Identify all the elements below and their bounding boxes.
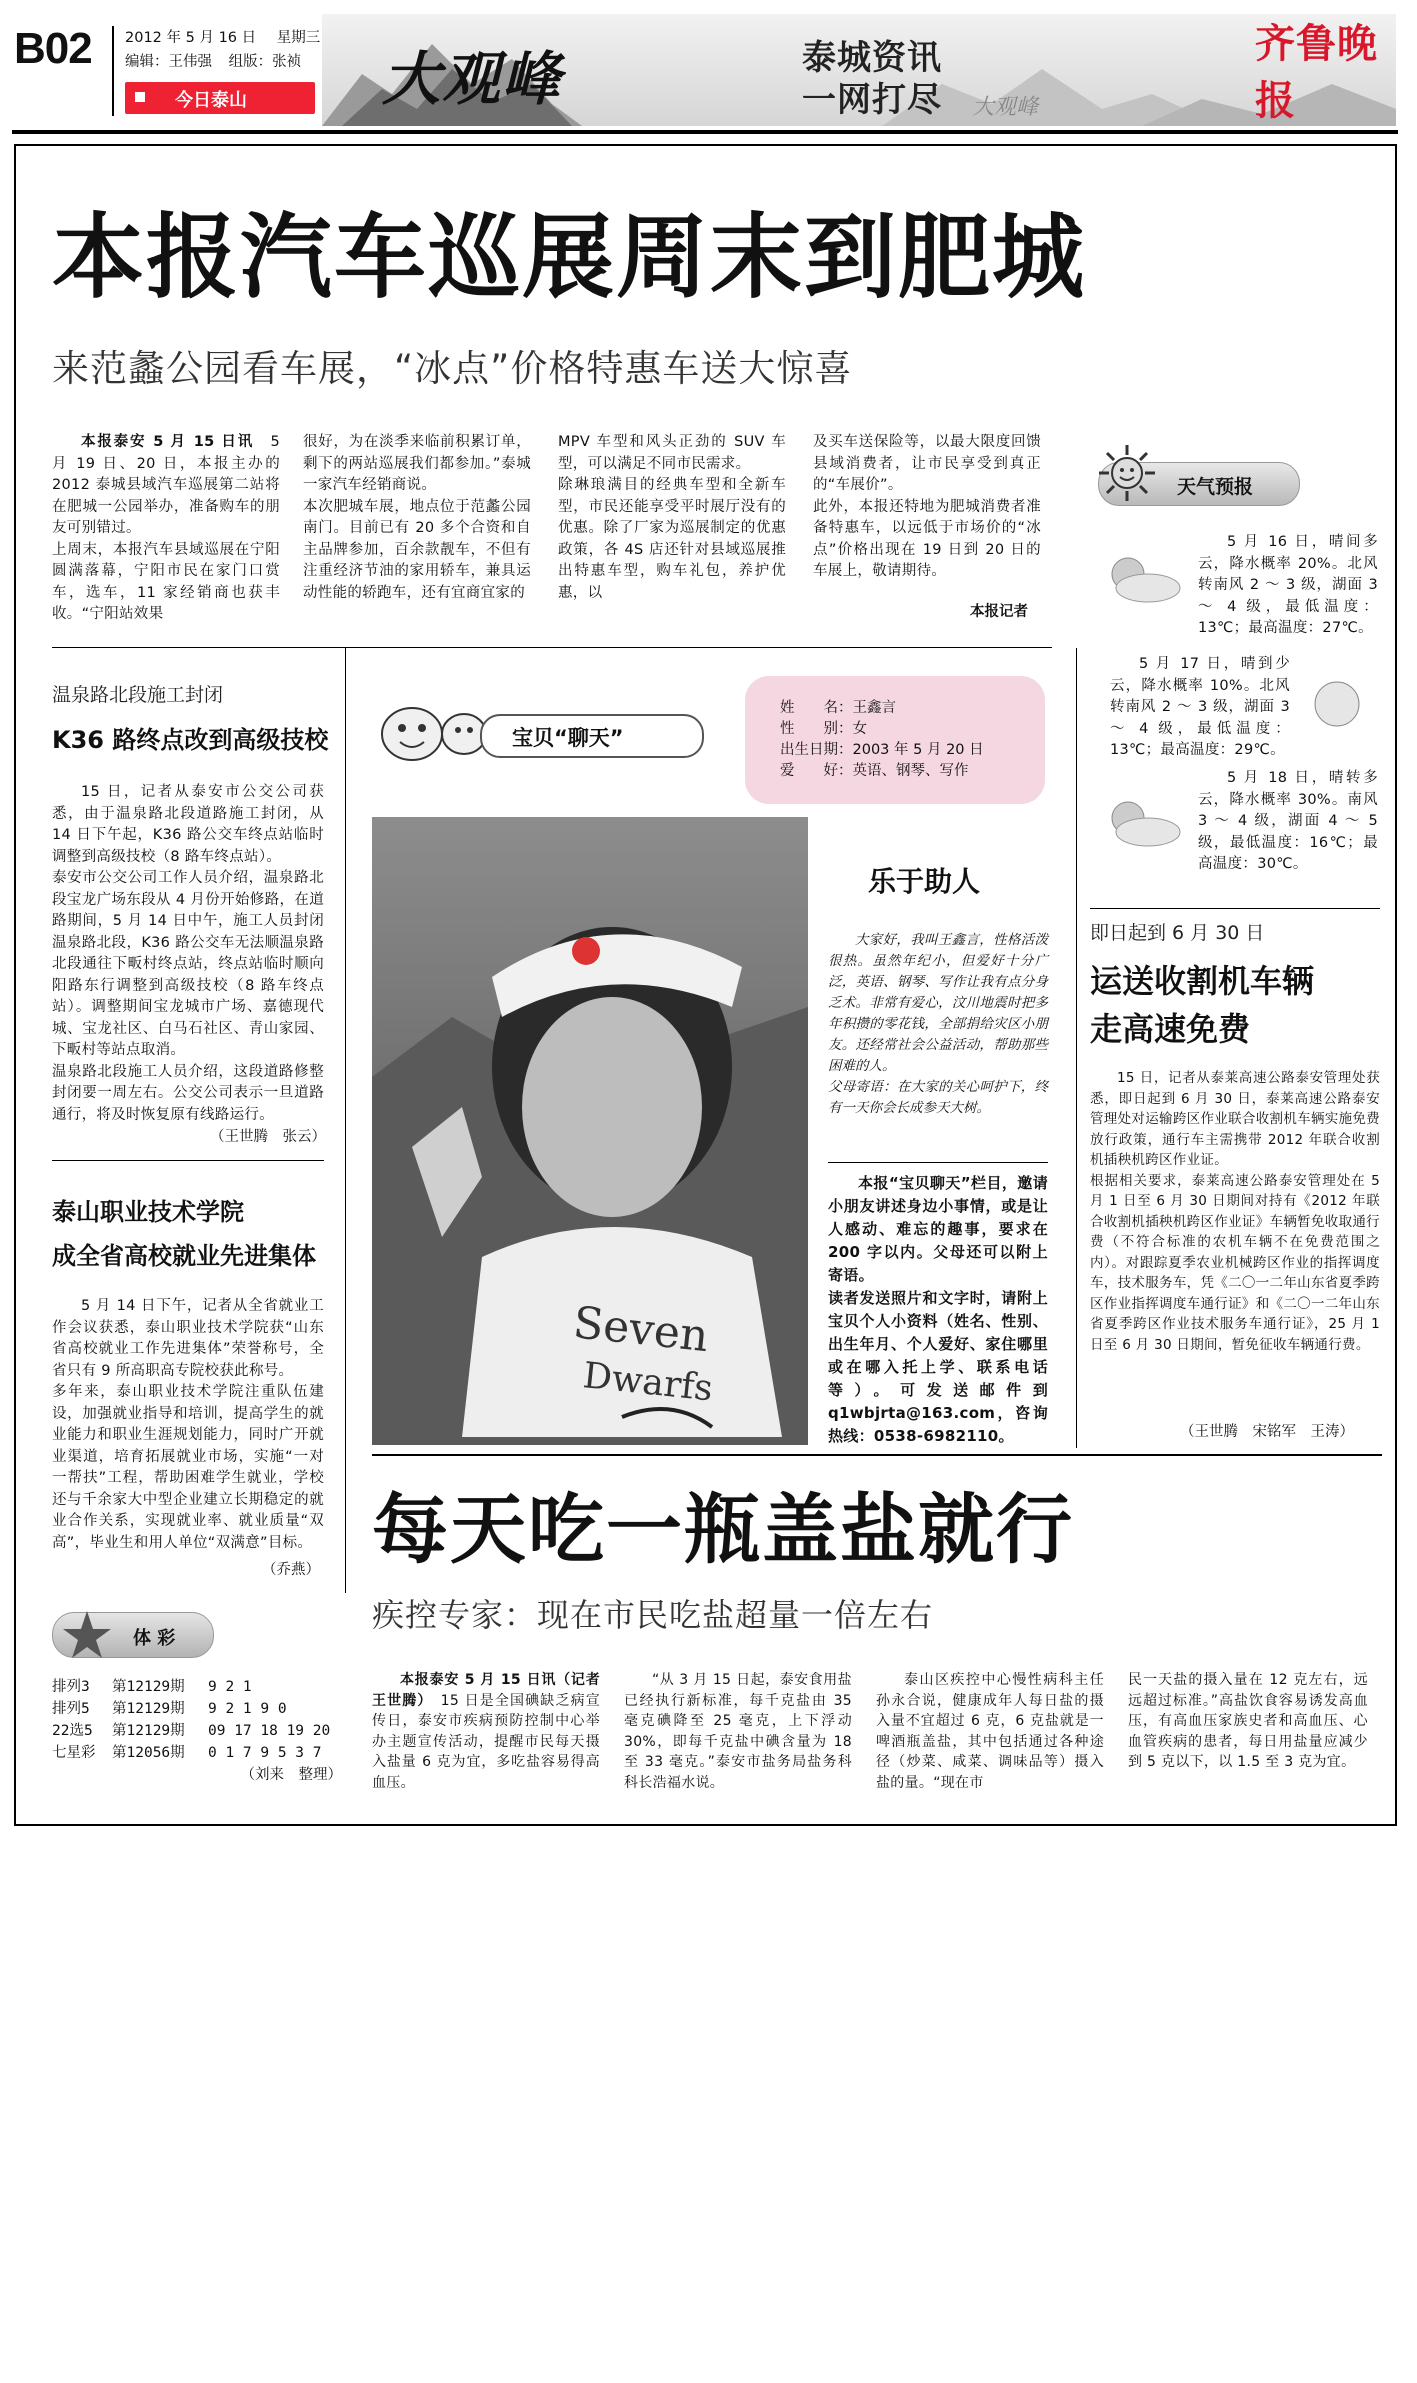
baby-chat-logo-text: 宝贝“聊天” bbox=[512, 726, 624, 750]
masthead bbox=[0, 0, 1417, 132]
weather-day-3: 5 月 18 日，晴转多云，降水概率 30%。南风 3 ～ 4 级，湖面 4 ～ 5 级，最低温度：16℃；最高温度：30℃。 bbox=[1198, 770, 1378, 872]
svg-text:Dwarfs: Dwarfs bbox=[581, 1355, 715, 1410]
weather-day-2: 5 月 17 日，晴到少云，降水概率 10%。北风转南风 2 ～ 3 级，湖面 3 ～ 4 级，最低温度：13℃；最高温度：29℃。 bbox=[1110, 656, 1290, 758]
lottery-row bbox=[52, 1698, 342, 1720]
editor: 编辑：王伟强 bbox=[125, 54, 212, 70]
lottery-period: 第12129期 bbox=[112, 1723, 185, 1739]
weather-day-1: 5 月 16 日，晴间多云，降水概率 20%。北风转南风 2 ～ 3 级，湖面 3 ～ 4 级，最低温度：13℃；最高温度：27℃。 bbox=[1198, 534, 1378, 636]
road-body: 15 日，记者从泰安市公交公司获悉，由于温泉路北段道路施工封闭，从 14 日下午起，K36 路公交车终点站临时调整到高级技校（8 路车终点站）。 泰安市公交公司工作人员介绍，温泉路北段宝龙广场东段从 4 月份开始修路，在道路期间，5 月 14 日中午，施工人员封闭温泉路北段，K36 路公交车无法顺温泉路北段通往下畈村终点站，终点站临时顺向阳路东行调整到高级技校（8 路车终点站）。调整期间宝龙城市广场、嘉德现代城、宝龙社区、白马石社区、青山家园、下畈村等站点取消。 温泉路北段施工人员介绍，这段道路修整封闭要一周左右。公交公司表示一旦道路通行，将及时恢复原有线路运行。 bbox=[52, 784, 324, 1123]
banner-slogan-1: 泰城资讯 bbox=[802, 38, 942, 78]
main-subhead: 来范蠡公园看车展，“冰点”价格特惠车送大惊喜 bbox=[52, 347, 853, 390]
baby-chat-notice: 本报“宝贝聊天”栏目，邀请小朋友讲述身边小事情，或是让人感动、难忘的趣事，要求在 200 字以内。父母还可以附上寄语。 读者发送照片和文字时，请附上宝贝个人小资料（姓名、性别、出生年月、个人爱好、家住哪里或在哪入托上学、联系电话等）。可发送邮件到 q1wbjrta@163.com，咨询热线：0538-6982110。 bbox=[828, 1174, 1048, 1445]
lottery-star-icon bbox=[59, 1607, 115, 1663]
editor-line bbox=[125, 50, 301, 71]
lottery-game: 排列3 bbox=[52, 1679, 90, 1695]
college-body: 5 月 14 日下午，记者从全省就业工作会议获悉，泰山职业技术学院获“山东省高校就业工作先进集体”荣誉称号，全省只有 9 所高职高专院校获此称号。 多年来，泰山职业技术学院注重队伍建设，加强就业指导和培训，提高学生的就业能力和职业生涯规划能力，同时广开就业渠道，培育拓展就业市场，实施“一对一帮扶”工程，帮助困难学生就业，学校还与千余家大中型企业建立长期稳定的就业合作关系，实现就业率、就业质量“双高”，毕业生和用人单位“双满意”目标。 bbox=[52, 1298, 324, 1551]
svg-text:Seven: Seven bbox=[570, 1297, 711, 1363]
page-number: B02 bbox=[14, 24, 92, 73]
main-headline: 本报汽车巡展周末到肥城 bbox=[52, 204, 1087, 311]
lottery-game: 22选5 bbox=[52, 1723, 93, 1739]
main-col-1 bbox=[52, 432, 280, 626]
lottery-title: 体 彩 bbox=[133, 1628, 176, 1649]
sunny-icon bbox=[1294, 676, 1380, 732]
section-tab-marker bbox=[135, 92, 145, 102]
college-headline-2: 成全省高校就业先进集体 bbox=[52, 1242, 316, 1270]
salt-headline: 每天吃一瓶盖盐就行 bbox=[372, 1485, 1074, 1574]
salt-col-3: 泰山区疾控中心慢性病科主任孙永合说，健康成年人每日盐的摄入量不宜超过 6 克，6 克盐就是一啤酒瓶盖盐，其中包括通过各种途径（炒菜、咸菜、调味品等）摄入盐的量。“现在市 bbox=[876, 1672, 1104, 1791]
main-col-4: 及买车送保险等，以最大限度回馈县域消费者，让市民享受到真正的“车展价”。 此外，本报还特地为肥城消费者准备特惠车，以远低于市场价的“冰点”价格出现在 19 日到 20 日的车展上，敬请期待。 bbox=[813, 434, 1041, 579]
banner-small-title: 大观峰 bbox=[972, 95, 1039, 120]
lottery-period: 第12056期 bbox=[112, 1745, 185, 1761]
highway-kicker: 即日起到 6 月 30 日 bbox=[1090, 922, 1265, 944]
highway-headline-2: 走高速免费 bbox=[1090, 1010, 1251, 1048]
child-photo bbox=[372, 817, 808, 1445]
section-name: 今日泰山 bbox=[175, 90, 247, 111]
road-headline: K36 路终点改到高级技校 bbox=[52, 726, 329, 754]
lottery-byline: （刘来 整理） bbox=[240, 1767, 342, 1783]
highway-body: 15 日，记者从泰莱高速公路泰安管理处获悉，即日起到 6 月 30 日，泰莱高速公路泰安管理处对运输跨区作业联合收割机车辆实施免费放行政策，通行车主需携带 2012 年联合收割机插秧机跨区作业证。 根据相关要求，泰莱高速公路泰安管理处在 5 月 1 日至 6 月 30 日期间对持有《2012 年联合收割机插秧机跨区作业证》车辆暂免收取通行费（不符合标准的农机车辆不在免费范围之内）。对跟踪夏季农业机械跨区作业的指挥调度车，技术服务车，凭《二〇一二年山东省夏季跨区作业指挥调度车通行证》和《二〇一二年山东省夏季跨区作业技术服务车通行证》，25 月 1 日至 6 月 30 日期间，暂免征收车辆通行费。 bbox=[1090, 1070, 1380, 1353]
main-col-1-text bbox=[52, 432, 280, 626]
lottery-period: 第12129期 bbox=[112, 1679, 185, 1695]
salt-col-1 bbox=[372, 1670, 615, 1793]
college-headline-1: 泰山职业技术学院 bbox=[52, 1198, 244, 1226]
lottery-numbers: 9 2 1 bbox=[208, 1679, 252, 1695]
salt-subhead: 疾控专家：现在市民吃盐超量一倍左右 bbox=[372, 1596, 934, 1634]
paper-name-logo: 齐鲁晚报 bbox=[1255, 20, 1378, 124]
issue-date-line bbox=[125, 26, 320, 47]
issue-date: 2012 年 5 月 16 日 bbox=[125, 30, 257, 46]
cloudy-sun-icon bbox=[1098, 794, 1184, 850]
salt-col-2: “从 3 月 15 日起，泰安食用盐已经执行新标准，每千克盐由 35 毫克碘降至 25 毫克，上下浮动 30%，即每千克盐中碘含量为 18 至 33 毫克。”泰安市盐务局盐务科科长浩福水说。 bbox=[624, 1672, 852, 1791]
main-col-2: 很好，为在淡季来临前积累订单，剩下的两站巡展我们都参加。”泰城一家汽车经销商说。 本次肥城车展，地点位于范蠡公园南门。目前已有 20 多个合资和自主品牌参加，百余款靓车，不但有注重经济节油的家用轿车，兼具运动性能的轿跑车，还有宜商宜家的 bbox=[303, 434, 531, 601]
weather-title: 天气预报 bbox=[1177, 476, 1254, 498]
main-col-1-body: 5 月 19 日、20 日，本报主办的 2012 泰城县域汽车巡展第二站将在肥城一公园举办，准备购车的朋友可别错过。 上周末，本报汽车县域巡展在宁阳圆满落幕，宁阳市民在家门口赏车，选车，11 家经销商也获丰收。“宁阳站效果 bbox=[52, 434, 280, 622]
banner-title: 大观峰 bbox=[382, 45, 563, 113]
baby-chat-logo-bubble bbox=[480, 714, 704, 758]
salt-lead-in: 本报泰安 5 月 15 日讯（记者 王世腾） bbox=[372, 1672, 615, 1709]
baby-profile-name: 姓 名：王鑫言 bbox=[780, 700, 896, 716]
road-byline: （王世腾 张云） bbox=[210, 1129, 326, 1145]
lottery-row bbox=[52, 1742, 342, 1764]
baby-profile-list bbox=[780, 698, 984, 782]
sunny-cloudy-icon bbox=[1098, 550, 1184, 606]
main-col-3: MPV 车型和风头正劲的 SUV 车型，可以满足不同市民需求。 除琳琅满目的经典车型和全新车型，市民还能享受平时展厅没有的优惠。除了厂家为巡展制定的优惠政策，各 4S 店还针对县域巡展推出特惠车型，购车礼包，养护优惠，以 bbox=[558, 434, 786, 601]
lottery-numbers: 0 1 7 9 5 3 7 bbox=[208, 1745, 322, 1761]
college-byline: （乔燕） bbox=[262, 1562, 320, 1578]
lottery-numbers: 9 2 1 9 0 bbox=[208, 1701, 287, 1717]
weather-header bbox=[1098, 462, 1300, 506]
child-photo-illustration bbox=[372, 817, 808, 1445]
main-lead-in: 本报泰安 5 月 15 日讯 bbox=[81, 434, 255, 450]
lottery-numbers: 09 17 18 19 20 bbox=[208, 1723, 331, 1739]
lottery-game: 七星彩 bbox=[52, 1745, 96, 1761]
section-tab bbox=[125, 82, 315, 114]
lottery-row bbox=[52, 1720, 342, 1742]
baby-chat-logo bbox=[372, 700, 702, 766]
weather-section bbox=[1090, 432, 1380, 907]
baby-profile-hobby: 爱 好：英语、钢琴、写作 bbox=[780, 763, 969, 779]
layout-editor: 组版：张祯 bbox=[228, 54, 302, 70]
baby-chat-letter: 大家好，我叫王鑫言，性格活泼很热。虽然年纪小，但爱好十分广泛，英语、钢琴、写作让我有点分身乏术。非常有爱心，汶川地震时把多年积攒的零花钱，全部捐给灾区小朋友。还经常社会公益活动，帮助那些困难的人。 父母寄语：在大家的关心呵护下，终有一天你会长成参天大树。 bbox=[828, 932, 1048, 1116]
banner bbox=[322, 14, 1396, 126]
main-byline: 本报记者 bbox=[970, 604, 1028, 620]
lottery-game: 排列5 bbox=[52, 1701, 90, 1717]
lottery-row bbox=[52, 1676, 342, 1698]
issue-weekday: 星期三 bbox=[276, 30, 321, 46]
baby-profile-card bbox=[745, 676, 1045, 804]
baby-profile-birth: 出生日期：2003 年 5 月 20 日 bbox=[780, 742, 984, 758]
highway-headline-1: 运送收割机车辆 bbox=[1090, 962, 1315, 1000]
lottery-table bbox=[52, 1676, 342, 1786]
lottery-header bbox=[52, 1612, 214, 1658]
baby-profile-gender: 性 别：女 bbox=[780, 721, 867, 737]
salt-col-1-body: 15 日是全国碘缺乏病宣传日，泰安市疾病预防控制中心举办主题宣传活动，提醒市民每天摄入盐量 6 克为宜，多吃盐容易得高血压。 bbox=[372, 1692, 600, 1791]
baby-chat-title: 乐于助人 bbox=[868, 865, 981, 898]
highway-byline: （王世腾 宋铭军 王涛） bbox=[1180, 1424, 1354, 1440]
banner-slogan-2: 一网打尽 bbox=[802, 80, 942, 120]
cartoon-mascot-icon bbox=[372, 700, 492, 766]
salt-col-4: 民一天盐的摄入量在 12 克左右，远远超过标准。”高盐饮食容易诱发高血压，有高血压家族史者和高血压、心血管疾病的患者，每日用盐量应减少到 5 克以下，以 1.5 至 3 克为宜。 bbox=[1128, 1672, 1368, 1770]
sun-icon bbox=[1095, 441, 1159, 505]
lottery-period: 第12129期 bbox=[112, 1701, 185, 1717]
road-kicker: 温泉路北段施工封闭 bbox=[52, 684, 224, 706]
